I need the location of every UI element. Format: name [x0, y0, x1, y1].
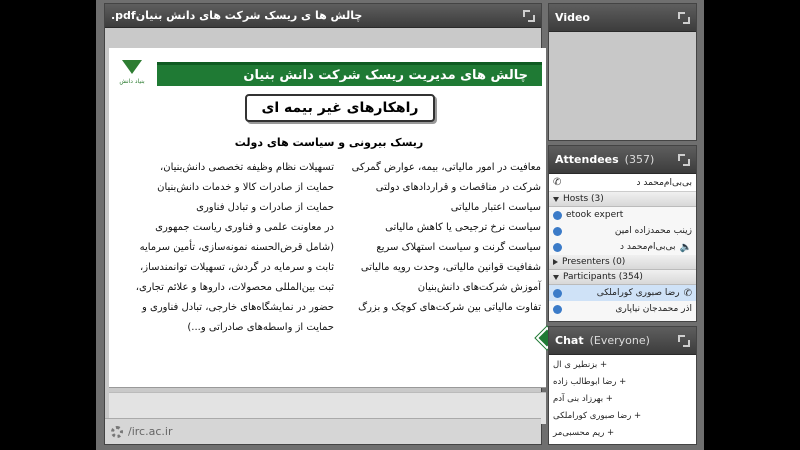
attendee-name: آذر محمدجان نیاپاری	[615, 304, 692, 314]
logo-caption: بنیاد دانش	[119, 78, 145, 85]
presenter-row[interactable]	[549, 174, 696, 192]
url-text: /irc.ac.ir	[128, 425, 173, 438]
url-strip	[105, 418, 541, 444]
attendee-name: etook expert	[566, 210, 624, 220]
attendee-row[interactable]	[549, 223, 696, 239]
phone-icon: ✆	[683, 287, 692, 299]
right-item: شفافیت قوانین مالیاتی، وحدت رویه مالیاتی	[360, 262, 541, 273]
expand-icon[interactable]	[678, 154, 690, 166]
user-icon	[553, 211, 562, 220]
slide-subtitle: ریسک بیرونی و سیاست های دولت	[234, 136, 424, 149]
attendees-title: Attendees (357)	[555, 153, 655, 166]
attendees-pod-header	[549, 146, 696, 174]
chat-title: Chat (Everyone)	[555, 334, 650, 347]
right-item: سیاست اعتبار مالیاتی	[450, 202, 541, 213]
attendee-name: رضا صبوری کوراملکی	[596, 288, 680, 298]
hosts-section[interactable]	[549, 192, 696, 207]
gear-icon[interactable]	[111, 426, 123, 438]
video-title: Video	[555, 11, 590, 24]
presenter-name: بی‌بی‌ام‌محمد د	[636, 177, 692, 188]
right-item: شرکت در مناقصات و قراردادهای دولتی	[375, 182, 541, 193]
presenters-section[interactable]	[549, 255, 696, 270]
user-icon	[553, 305, 562, 314]
attendee-row[interactable]	[549, 239, 696, 255]
chat-line: + ریم محسبی‌مر	[553, 428, 615, 438]
slide-box-title: راهکارهای غیر بیمه ای	[245, 94, 435, 122]
user-icon	[553, 289, 562, 298]
presenters-label: Presenters (0)	[562, 257, 626, 267]
share-title: .pdfچالش ها ی ریسک شرکت های دانش بنیان	[111, 9, 363, 22]
left-item: ثابت و سرمایه در گردش، تسهیلات توانمندساز،	[140, 262, 334, 273]
right-item: معافیت در امور مالیاتی، بیمه، عوارض گمرکی	[351, 162, 541, 173]
attendee-row[interactable]	[549, 285, 696, 301]
participants-label: Participants (354)	[563, 272, 643, 282]
chat-line: + بهرزاد بنی آدم	[553, 394, 613, 404]
slide-banner: چالش های مدیریت ریسک شرکت دانش بنیان	[157, 62, 542, 86]
left-item: (شامل قرض‌الحسنه نمونه‌سازی، تأمین سرمایه	[139, 242, 334, 253]
video-pod-header	[549, 4, 696, 32]
chat-messages[interactable]	[549, 355, 696, 444]
right-item: آموزش شرکت‌های دانش‌بنیان	[417, 282, 541, 293]
attendees-pod	[548, 145, 697, 322]
user-icon	[553, 243, 562, 252]
left-item: تسهیلات نظام وظیفه تخصصی دانش‌بنیان،	[160, 162, 334, 173]
connect-app	[96, 0, 704, 450]
video-area	[549, 32, 696, 140]
speaker-icon: 🔈	[679, 241, 692, 253]
foundation-logo	[115, 60, 149, 90]
collapse-icon	[553, 275, 559, 280]
chat-pod-header	[549, 327, 696, 355]
expand-icon[interactable]	[678, 12, 690, 24]
collapse-icon	[553, 197, 559, 202]
logo-mark-icon	[119, 60, 145, 76]
chat-line: + رضا ابوطالب زاده	[553, 377, 627, 387]
participants-section[interactable]	[549, 270, 696, 285]
chat-line: + بزنطیر ی ال	[553, 360, 608, 370]
left-item: حمایت از صادرات کالا و خدمات دانش‌بنیان	[157, 182, 334, 193]
expand-arrow-icon	[553, 259, 558, 265]
chat-line: + رضا صبوری کوراملکی	[553, 411, 642, 421]
video-pod	[548, 3, 697, 141]
attendee-name: زینب محمدزاده امین	[614, 226, 692, 236]
left-item: حمایت از واسطه‌های صادراتی و...)	[187, 322, 334, 333]
user-icon	[553, 227, 562, 236]
share-pod	[104, 3, 542, 445]
expand-icon[interactable]	[523, 10, 535, 22]
right-item: سیاست نرخ ترجیحی یا کاهش مالیاتی	[385, 222, 541, 233]
attendee-row[interactable]	[549, 207, 696, 223]
left-item: در معاونت علمی و فناوری ریاست جمهوری	[155, 222, 334, 233]
right-column	[341, 158, 541, 318]
chat-pod	[548, 326, 697, 445]
slide	[109, 48, 546, 388]
attendee-name: بی‌بی‌ام‌محمد د	[620, 242, 676, 252]
attendee-row[interactable]	[549, 301, 696, 317]
left-item: حمایت از صادرات و تبادل فناوری	[196, 202, 334, 213]
left-item: حضور در نمایشگاه‌های خارجی، تبادل فناوری و	[141, 302, 334, 313]
hosts-label: Hosts (3)	[563, 194, 604, 204]
left-item: ثبت بین‌المللی محصولات، داروها و علائم تجاری،	[135, 282, 334, 293]
share-pod-header	[105, 4, 541, 28]
right-item: تفاوت مالیاتی بین شرکت‌های کوچک و بزرگ	[358, 302, 541, 313]
phone-icon[interactable]: ✆	[553, 177, 562, 188]
expand-icon[interactable]	[678, 335, 690, 347]
right-item: سیاست گرنت و سیاست استهلاک سریع	[376, 242, 541, 253]
attendee-list[interactable]	[549, 174, 696, 321]
left-column	[119, 158, 334, 338]
